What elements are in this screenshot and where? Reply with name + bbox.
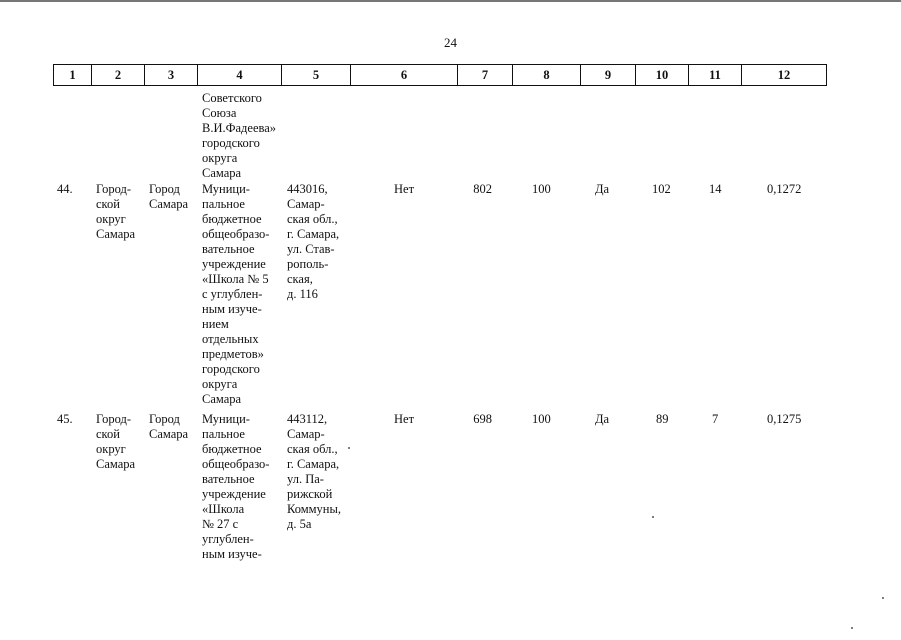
row-44-col8: 100 bbox=[532, 182, 551, 196]
row-44-col7: 802 bbox=[473, 182, 492, 196]
row-44-city: Город Самара bbox=[149, 182, 189, 211]
top-border-line bbox=[0, 0, 901, 2]
row-45-col7: 698 bbox=[473, 412, 492, 426]
header-col-10: 10 bbox=[636, 65, 689, 86]
row-44-col6: Нет bbox=[394, 182, 415, 196]
row-44-number: 44. bbox=[57, 182, 73, 196]
scan-speck bbox=[851, 627, 853, 629]
header-col-9: 9 bbox=[581, 65, 636, 86]
row-45-col11: 7 bbox=[712, 412, 719, 426]
header-col-12: 12 bbox=[742, 65, 827, 86]
row-45-number: 45. bbox=[57, 412, 73, 426]
header-col-5: 5 bbox=[282, 65, 351, 86]
row-44-region: Город- ской округ Самара bbox=[96, 182, 136, 241]
row-45-col12: 0,1275 bbox=[767, 412, 802, 426]
row-44-col10: 102 bbox=[652, 182, 671, 196]
header-col-6: 6 bbox=[351, 65, 458, 86]
header-col-2: 2 bbox=[92, 65, 145, 86]
row-44-col11: 14 bbox=[709, 182, 722, 196]
row-45-col9: Да bbox=[595, 412, 610, 426]
row-45-organization-name: Муници- пальное бюджетное общеобразо- вательное учреждение «Школа № 27 с углублен- ным изуче- bbox=[202, 412, 270, 561]
column-number-header bbox=[53, 64, 827, 86]
row-45-col10: 89 bbox=[656, 412, 669, 426]
row-44-col12: 0,1272 bbox=[767, 182, 802, 196]
row-45-address: 443112, Самар- ская обл., г. Самара, ул. Па- рижской Коммуны, д. 5а bbox=[287, 412, 342, 531]
header-col-4: 4 bbox=[198, 65, 282, 86]
row-45-region: Город- ской округ Самара bbox=[96, 412, 136, 471]
header-col-3: 3 bbox=[145, 65, 198, 86]
page-number: 24 bbox=[444, 35, 457, 50]
continued-organization-name: Советского Союза В.И.Фадеева» городского округа Самара bbox=[202, 91, 277, 180]
row-45-col8: 100 bbox=[532, 412, 551, 426]
header-col-1: 1 bbox=[54, 65, 92, 86]
row-44-address: 443016, Самар- ская обл., г. Самара, ул. Став- рополь- ская, д. 116 bbox=[287, 182, 340, 301]
scan-speck bbox=[882, 597, 884, 599]
scan-speck bbox=[652, 516, 654, 518]
scan-speck bbox=[348, 447, 350, 449]
row-44-organization-name: Муници- пальное бюджетное общеобразо- вательное учреждение «Школа № 5 с углублен- ным изуче- нием отдельных предметов» городского округа Самара bbox=[202, 182, 270, 406]
header-col-7: 7 bbox=[458, 65, 513, 86]
header-col-8: 8 bbox=[513, 65, 581, 86]
row-45-city: Город Самара bbox=[149, 412, 189, 441]
row-45-col6: Нет bbox=[394, 412, 415, 426]
row-44-col9: Да bbox=[595, 182, 610, 196]
header-col-11: 11 bbox=[689, 65, 742, 86]
